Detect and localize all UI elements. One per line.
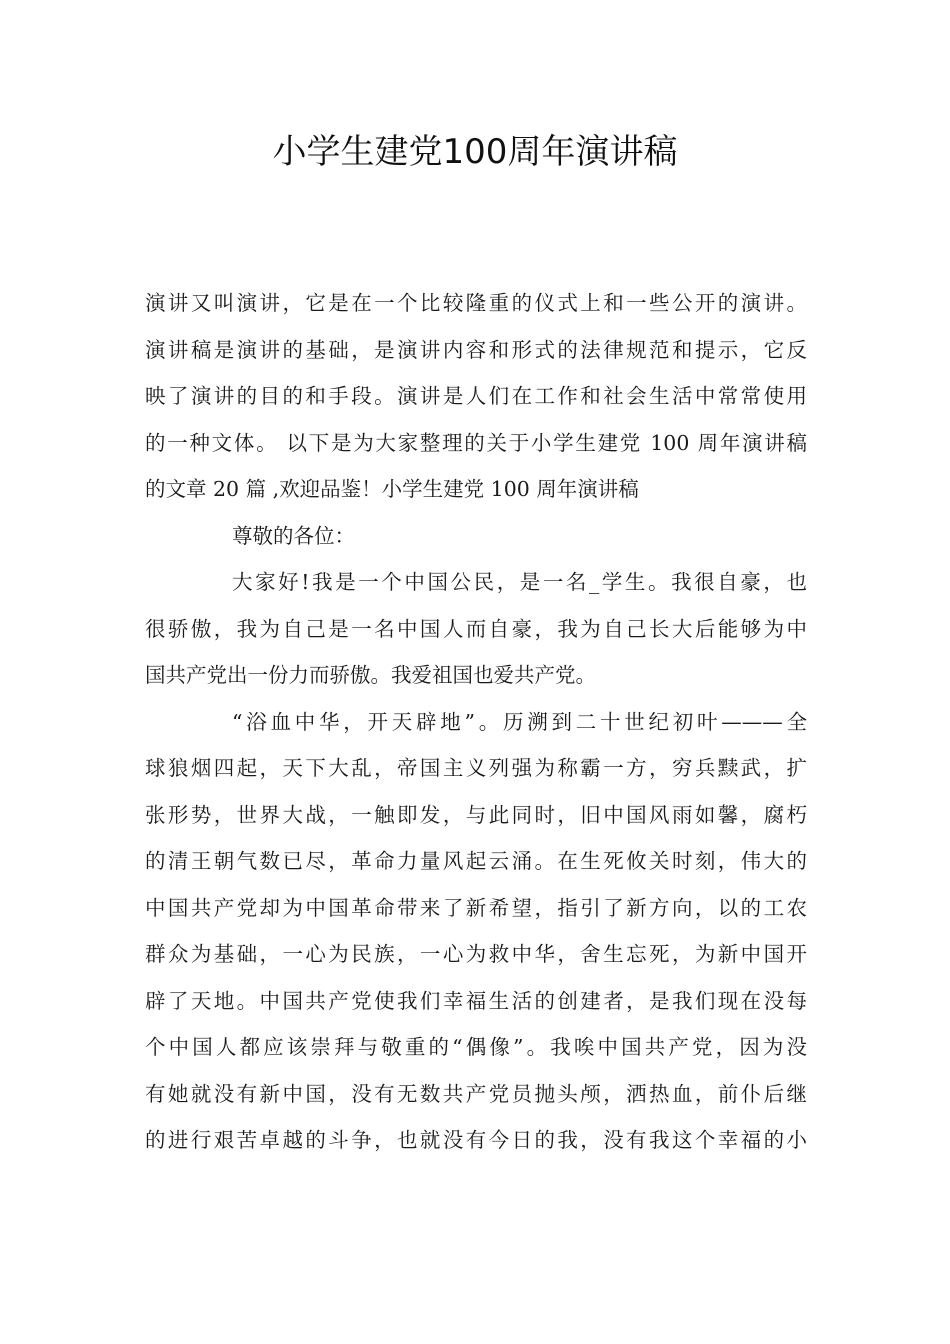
document-body [145,280,807,1164]
body-line-5: 的文章 20 篇 ,欢迎品鉴！小学生建党 100 周年演讲稿 [145,477,639,501]
body-line-13: 的清王朝气数已尽，革命力量风起云涌。在生死攸关时刻，伟大的 [145,849,807,873]
body-line-14: 中国共产党却为中国革命带来了新希望，指引了新方向，以的工农 [145,895,807,920]
body-line-6: 尊敬的各位： [232,523,355,548]
body-line-8: 很骄傲，我为自己是一名中国人而自豪，我为自己长大后能够为中 [145,616,807,641]
body-line-3: 映了演讲的目的和手段。演讲是人们在工作和社会生活中常常使用 [145,384,807,408]
body-line-18: 有她就没有新中国，没有无数共产党员抛头颅，洒热血，前仆后继 [145,1081,807,1106]
body-line-17: 个中国人都应该崇拜与敬重的“偶像”。我唉中国共产党，因为没 [145,1035,807,1059]
body-line-19: 的进行艰苦卓越的斗争，也就没有今日的我，没有我这个幸福的小 [145,1128,807,1152]
body-line-11: 球狼烟四起，天下大乱，帝国主义列强为称霸一方，穷兵黩武，扩 [145,756,807,780]
body-line-9: 国共产党出一份力而骄傲。我爱祖国也爱共产党。 [145,663,596,687]
body-line-2: 演讲稿是演讲的基础，是演讲内容和形式的法律规范和提示，它反 [145,337,807,362]
body-line-12: 张形势，世界大战，一触即发，与此同时，旧中国风雨如馨，腐朽 [145,802,807,827]
body-line-4: 的一种文体。 以下是为大家整理的关于小学生建党 100 周年演讲稿 [145,430,807,455]
document-title: 小学生建党100周年演讲稿 [272,132,678,172]
body-line-10: “浴血中华，开天辟地”。历溯到二十世纪初叶———全 [232,709,807,734]
body-line-7: 大家好!我是一个中国公民，是一名_学生。我很自豪，也 [232,570,807,594]
body-line-16: 辟了天地。中国共产党使我们幸福生活的创建者，是我们现在没每 [145,988,807,1013]
body-line-15: 群众为基础，一心为民族，一心为救中华，舍生忘死，为新中国开 [145,942,807,966]
body-line-1: 演讲又叫演讲，它是在一个比较隆重的仪式上和一些公开的演讲。 [145,291,807,315]
